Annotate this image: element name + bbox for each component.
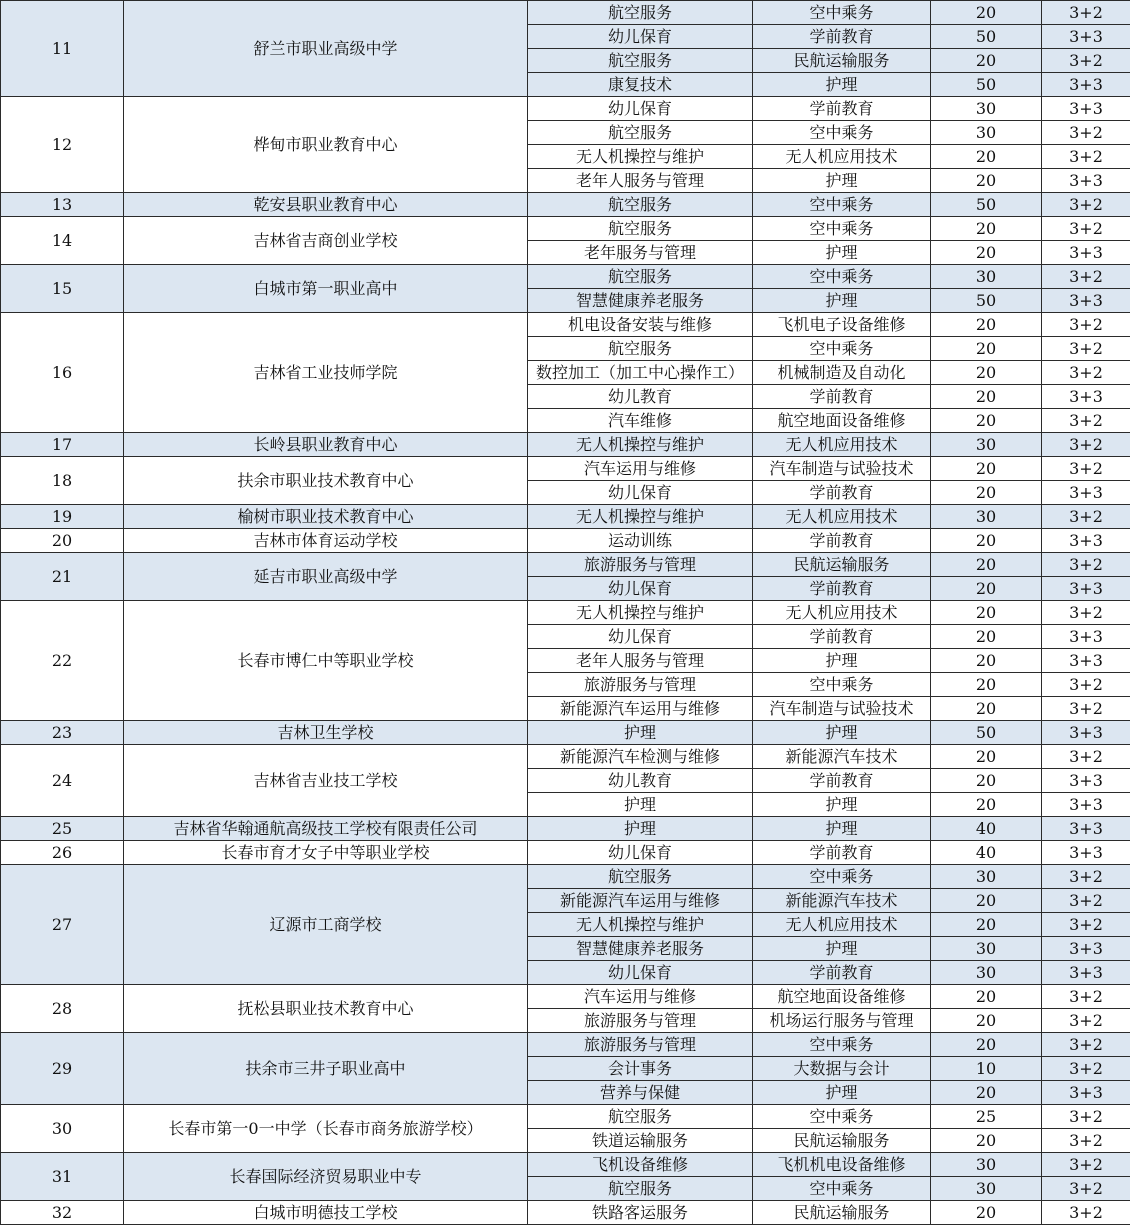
- school-name-cell: 榆树市职业技术教育中心: [124, 505, 528, 529]
- mode-cell: 3+3: [1042, 97, 1130, 121]
- higher-major-cell: 学前教育: [753, 841, 931, 865]
- higher-major-cell: 空中乘务: [753, 265, 931, 289]
- quota-cell: 20: [931, 217, 1042, 241]
- higher-major-cell: 护理: [753, 289, 931, 313]
- higher-major-cell: 护理: [753, 937, 931, 961]
- quota-cell: 20: [931, 697, 1042, 721]
- quota-cell: 20: [931, 169, 1042, 193]
- quota-cell: 20: [931, 553, 1042, 577]
- higher-major-cell: 汽车制造与试验技术: [753, 457, 931, 481]
- higher-major-cell: 学前教育: [753, 25, 931, 49]
- higher-major-cell: 护理: [753, 73, 931, 97]
- secondary-major-cell: 旅游服务与管理: [528, 553, 753, 577]
- higher-major-cell: 护理: [753, 1081, 931, 1105]
- secondary-major-cell: 汽车运用与维修: [528, 985, 753, 1009]
- row-number-cell: 13: [1, 193, 124, 217]
- higher-major-cell: 学前教育: [753, 385, 931, 409]
- mode-cell: 3+2: [1042, 505, 1130, 529]
- school-name-cell: 抚松县职业技术教育中心: [124, 985, 528, 1033]
- mode-cell: 3+2: [1042, 553, 1130, 577]
- quota-cell: 20: [931, 1081, 1042, 1105]
- table-row: [1, 1201, 1130, 1225]
- mode-cell: 3+3: [1042, 625, 1130, 649]
- higher-major-cell: 空中乘务: [753, 337, 931, 361]
- higher-major-cell: 机械制造及自动化: [753, 361, 931, 385]
- row-number-cell: 15: [1, 265, 124, 313]
- higher-major-cell: 护理: [753, 169, 931, 193]
- school-name-cell: 吉林省吉业技工学校: [124, 745, 528, 817]
- quota-cell: 20: [931, 529, 1042, 553]
- table-row: [1, 553, 1130, 577]
- secondary-major-cell: 老年人服务与管理: [528, 169, 753, 193]
- secondary-major-cell: 铁路客运服务: [528, 1201, 753, 1225]
- quota-cell: 30: [931, 865, 1042, 889]
- quota-cell: 10: [931, 1057, 1042, 1081]
- school-name-cell: 吉林省华翰通航高级技工学校有限责任公司: [124, 817, 528, 841]
- higher-major-cell: 学前教育: [753, 961, 931, 985]
- secondary-major-cell: 运动训练: [528, 529, 753, 553]
- mode-cell: 3+2: [1042, 1033, 1130, 1057]
- secondary-major-cell: 智慧健康养老服务: [528, 289, 753, 313]
- row-number-cell: 23: [1, 721, 124, 745]
- secondary-major-cell: 航空服务: [528, 121, 753, 145]
- higher-major-cell: 无人机应用技术: [753, 505, 931, 529]
- mode-cell: 3+2: [1042, 193, 1130, 217]
- higher-major-cell: 护理: [753, 793, 931, 817]
- higher-major-cell: 空中乘务: [753, 865, 931, 889]
- mode-cell: 3+3: [1042, 385, 1130, 409]
- quota-cell: 20: [931, 337, 1042, 361]
- secondary-major-cell: 新能源汽车运用与维修: [528, 697, 753, 721]
- secondary-major-cell: 幼儿保育: [528, 841, 753, 865]
- school-name-cell: 桦甸市职业教育中心: [124, 97, 528, 193]
- mode-cell: 3+3: [1042, 241, 1130, 265]
- quota-cell: 20: [931, 457, 1042, 481]
- secondary-major-cell: 幼儿保育: [528, 625, 753, 649]
- secondary-major-cell: 汽车维修: [528, 409, 753, 433]
- higher-major-cell: 空中乘务: [753, 1177, 931, 1201]
- row-number-cell: 31: [1, 1153, 124, 1201]
- quota-cell: 20: [931, 1033, 1042, 1057]
- mode-cell: 3+2: [1042, 1201, 1130, 1225]
- table-row: [1, 433, 1130, 457]
- table-row: [1, 1, 1130, 25]
- quota-cell: 20: [931, 601, 1042, 625]
- table-row: [1, 193, 1130, 217]
- row-number-cell: 14: [1, 217, 124, 265]
- secondary-major-cell: 航空服务: [528, 1, 753, 25]
- quota-cell: 25: [931, 1105, 1042, 1129]
- school-name-cell: 扶余市职业技术教育中心: [124, 457, 528, 505]
- quota-cell: 30: [931, 1153, 1042, 1177]
- higher-major-cell: 空中乘务: [753, 193, 931, 217]
- higher-major-cell: 学前教育: [753, 577, 931, 601]
- secondary-major-cell: 铁道运输服务: [528, 1129, 753, 1153]
- quota-cell: 30: [931, 505, 1042, 529]
- quota-cell: 20: [931, 145, 1042, 169]
- mode-cell: 3+2: [1042, 49, 1130, 73]
- secondary-major-cell: 无人机操控与维护: [528, 145, 753, 169]
- row-number-cell: 27: [1, 865, 124, 985]
- row-number-cell: 32: [1, 1201, 124, 1225]
- secondary-major-cell: 航空服务: [528, 865, 753, 889]
- secondary-major-cell: 机电设备安装与维修: [528, 313, 753, 337]
- school-name-cell: 扶余市三井子职业高中: [124, 1033, 528, 1105]
- higher-major-cell: 无人机应用技术: [753, 913, 931, 937]
- higher-major-cell: 飞机电子设备维修: [753, 313, 931, 337]
- table-row: [1, 841, 1130, 865]
- secondary-major-cell: 航空服务: [528, 265, 753, 289]
- secondary-major-cell: 数控加工（加工中心操作工）: [528, 361, 753, 385]
- quota-cell: 20: [931, 409, 1042, 433]
- mode-cell: 3+3: [1042, 817, 1130, 841]
- quota-cell: 20: [931, 1129, 1042, 1153]
- higher-major-cell: 空中乘务: [753, 1, 931, 25]
- mode-cell: 3+3: [1042, 841, 1130, 865]
- school-name-cell: 吉林市体育运动学校: [124, 529, 528, 553]
- row-number-cell: 29: [1, 1033, 124, 1105]
- secondary-major-cell: 旅游服务与管理: [528, 673, 753, 697]
- quota-cell: 20: [931, 889, 1042, 913]
- mode-cell: 3+2: [1042, 697, 1130, 721]
- secondary-major-cell: 无人机操控与维护: [528, 601, 753, 625]
- secondary-major-cell: 新能源汽车运用与维修: [528, 889, 753, 913]
- mode-cell: 3+3: [1042, 649, 1130, 673]
- quota-cell: 20: [931, 793, 1042, 817]
- quota-cell: 50: [931, 193, 1042, 217]
- quota-cell: 30: [931, 961, 1042, 985]
- quota-cell: 20: [931, 1201, 1042, 1225]
- quota-cell: 20: [931, 673, 1042, 697]
- higher-major-cell: 空中乘务: [753, 673, 931, 697]
- higher-major-cell: 护理: [753, 817, 931, 841]
- higher-major-cell: 学前教育: [753, 481, 931, 505]
- secondary-major-cell: 飞机设备维修: [528, 1153, 753, 1177]
- higher-major-cell: 空中乘务: [753, 121, 931, 145]
- row-number-cell: 18: [1, 457, 124, 505]
- school-name-cell: 长春国际经济贸易职业中专: [124, 1153, 528, 1201]
- school-name-cell: 吉林省吉商创业学校: [124, 217, 528, 265]
- school-name-cell: 长春市博仁中等职业学校: [124, 601, 528, 721]
- mode-cell: 3+2: [1042, 313, 1130, 337]
- table-row: [1, 265, 1130, 289]
- quota-cell: 30: [931, 1177, 1042, 1201]
- higher-major-cell: 学前教育: [753, 625, 931, 649]
- secondary-major-cell: 康复技术: [528, 73, 753, 97]
- table-row: [1, 721, 1130, 745]
- table-row: [1, 985, 1130, 1009]
- quota-cell: 20: [931, 1, 1042, 25]
- higher-major-cell: 空中乘务: [753, 1033, 931, 1057]
- quota-cell: 20: [931, 649, 1042, 673]
- mode-cell: 3+2: [1042, 361, 1130, 385]
- higher-major-cell: 飞机机电设备维修: [753, 1153, 931, 1177]
- quota-cell: 20: [931, 913, 1042, 937]
- quota-cell: 50: [931, 289, 1042, 313]
- school-name-cell: 长春市第一0一中学（长春市商务旅游学校）: [124, 1105, 528, 1153]
- higher-major-cell: 汽车制造与试验技术: [753, 697, 931, 721]
- table-row: [1, 1153, 1130, 1177]
- higher-major-cell: 大数据与会计: [753, 1057, 931, 1081]
- quota-cell: 20: [931, 769, 1042, 793]
- mode-cell: 3+2: [1042, 913, 1130, 937]
- higher-major-cell: 学前教育: [753, 529, 931, 553]
- row-number-cell: 11: [1, 1, 124, 97]
- higher-major-cell: 民航运输服务: [753, 49, 931, 73]
- quota-cell: 50: [931, 721, 1042, 745]
- mode-cell: 3+2: [1042, 745, 1130, 769]
- table-row: [1, 817, 1130, 841]
- mode-cell: 3+2: [1042, 409, 1130, 433]
- quota-cell: 20: [931, 625, 1042, 649]
- school-name-cell: 延吉市职业高级中学: [124, 553, 528, 601]
- table-row: [1, 1033, 1130, 1057]
- mode-cell: 3+2: [1042, 337, 1130, 361]
- secondary-major-cell: 航空服务: [528, 49, 753, 73]
- higher-major-cell: 航空地面设备维修: [753, 409, 931, 433]
- higher-major-cell: 学前教育: [753, 769, 931, 793]
- secondary-major-cell: 航空服务: [528, 1105, 753, 1129]
- row-number-cell: 30: [1, 1105, 124, 1153]
- higher-major-cell: 机场运行服务与管理: [753, 1009, 931, 1033]
- secondary-major-cell: 会计事务: [528, 1057, 753, 1081]
- school-name-cell: 长春市育才女子中等职业学校: [124, 841, 528, 865]
- secondary-major-cell: 航空服务: [528, 217, 753, 241]
- quota-cell: 20: [931, 1009, 1042, 1033]
- quota-cell: 20: [931, 385, 1042, 409]
- mode-cell: 3+3: [1042, 169, 1130, 193]
- school-name-cell: 吉林省工业技师学院: [124, 313, 528, 433]
- secondary-major-cell: 幼儿保育: [528, 481, 753, 505]
- quota-cell: 20: [931, 481, 1042, 505]
- table-row: [1, 865, 1130, 889]
- quota-cell: 30: [931, 937, 1042, 961]
- mode-cell: 3+3: [1042, 289, 1130, 313]
- secondary-major-cell: 老年服务与管理: [528, 241, 753, 265]
- quota-cell: 20: [931, 241, 1042, 265]
- quota-cell: 30: [931, 265, 1042, 289]
- mode-cell: 3+2: [1042, 433, 1130, 457]
- mode-cell: 3+3: [1042, 961, 1130, 985]
- secondary-major-cell: 无人机操控与维护: [528, 433, 753, 457]
- row-number-cell: 28: [1, 985, 124, 1033]
- mode-cell: 3+2: [1042, 601, 1130, 625]
- secondary-major-cell: 幼儿教育: [528, 769, 753, 793]
- secondary-major-cell: 新能源汽车检测与维修: [528, 745, 753, 769]
- table-row: [1, 457, 1130, 481]
- table-row: [1, 217, 1130, 241]
- row-number-cell: 24: [1, 745, 124, 817]
- quota-cell: 30: [931, 433, 1042, 457]
- higher-major-cell: 空中乘务: [753, 217, 931, 241]
- quota-cell: 30: [931, 121, 1042, 145]
- row-number-cell: 21: [1, 553, 124, 601]
- quota-cell: 20: [931, 577, 1042, 601]
- row-number-cell: 16: [1, 313, 124, 433]
- mode-cell: 3+2: [1042, 265, 1130, 289]
- secondary-major-cell: 汽车运用与维修: [528, 457, 753, 481]
- higher-major-cell: 民航运输服务: [753, 1201, 931, 1225]
- secondary-major-cell: 航空服务: [528, 193, 753, 217]
- mode-cell: 3+2: [1042, 457, 1130, 481]
- mode-cell: 3+2: [1042, 217, 1130, 241]
- row-number-cell: 26: [1, 841, 124, 865]
- row-number-cell: 25: [1, 817, 124, 841]
- mode-cell: 3+3: [1042, 73, 1130, 97]
- school-name-cell: 长岭县职业教育中心: [124, 433, 528, 457]
- school-name-cell: 辽源市工商学校: [124, 865, 528, 985]
- secondary-major-cell: 航空服务: [528, 1177, 753, 1201]
- quota-cell: 20: [931, 361, 1042, 385]
- quota-cell: 20: [931, 985, 1042, 1009]
- row-number-cell: 22: [1, 601, 124, 721]
- higher-major-cell: 空中乘务: [753, 1105, 931, 1129]
- mode-cell: 3+3: [1042, 937, 1130, 961]
- mode-cell: 3+2: [1042, 865, 1130, 889]
- mode-cell: 3+3: [1042, 25, 1130, 49]
- school-name-cell: 乾安县职业教育中心: [124, 193, 528, 217]
- quota-cell: 20: [931, 313, 1042, 337]
- quota-cell: 20: [931, 745, 1042, 769]
- secondary-major-cell: 幼儿教育: [528, 385, 753, 409]
- quota-cell: 50: [931, 73, 1042, 97]
- higher-major-cell: 民航运输服务: [753, 1129, 931, 1153]
- secondary-major-cell: 旅游服务与管理: [528, 1033, 753, 1057]
- quota-cell: 40: [931, 817, 1042, 841]
- secondary-major-cell: 老年人服务与管理: [528, 649, 753, 673]
- table-row: [1, 505, 1130, 529]
- secondary-major-cell: 营养与保健: [528, 1081, 753, 1105]
- secondary-major-cell: 幼儿保育: [528, 577, 753, 601]
- higher-major-cell: 护理: [753, 241, 931, 265]
- mode-cell: 3+3: [1042, 793, 1130, 817]
- mode-cell: 3+3: [1042, 529, 1130, 553]
- mode-cell: 3+2: [1042, 889, 1130, 913]
- table-body: [1, 1, 1130, 1225]
- mode-cell: 3+2: [1042, 1057, 1130, 1081]
- school-name-cell: 白城市明德技工学校: [124, 1201, 528, 1225]
- quota-cell: 30: [931, 97, 1042, 121]
- mode-cell: 3+2: [1042, 1105, 1130, 1129]
- secondary-major-cell: 护理: [528, 793, 753, 817]
- higher-major-cell: 无人机应用技术: [753, 433, 931, 457]
- secondary-major-cell: 幼儿保育: [528, 25, 753, 49]
- secondary-major-cell: 幼儿保育: [528, 97, 753, 121]
- school-name-cell: 吉林卫生学校: [124, 721, 528, 745]
- quota-cell: 20: [931, 49, 1042, 73]
- mode-cell: 3+2: [1042, 1009, 1130, 1033]
- school-name-cell: 舒兰市职业高级中学: [124, 1, 528, 97]
- table-row: [1, 529, 1130, 553]
- quota-cell: 50: [931, 25, 1042, 49]
- higher-major-cell: 护理: [753, 721, 931, 745]
- mode-cell: 3+2: [1042, 1153, 1130, 1177]
- higher-major-cell: 护理: [753, 649, 931, 673]
- row-number-cell: 19: [1, 505, 124, 529]
- secondary-major-cell: 无人机操控与维护: [528, 505, 753, 529]
- quota-cell: 40: [931, 841, 1042, 865]
- mode-cell: 3+2: [1042, 1129, 1130, 1153]
- secondary-major-cell: 幼儿保育: [528, 961, 753, 985]
- mode-cell: 3+3: [1042, 1081, 1130, 1105]
- higher-major-cell: 学前教育: [753, 97, 931, 121]
- secondary-major-cell: 旅游服务与管理: [528, 1009, 753, 1033]
- table-row: [1, 97, 1130, 121]
- secondary-major-cell: 无人机操控与维护: [528, 913, 753, 937]
- mode-cell: 3+2: [1042, 1177, 1130, 1201]
- secondary-major-cell: 航空服务: [528, 337, 753, 361]
- mode-cell: 3+2: [1042, 1, 1130, 25]
- secondary-major-cell: 护理: [528, 721, 753, 745]
- secondary-major-cell: 智慧健康养老服务: [528, 937, 753, 961]
- higher-major-cell: 无人机应用技术: [753, 601, 931, 625]
- higher-major-cell: 航空地面设备维修: [753, 985, 931, 1009]
- higher-major-cell: 无人机应用技术: [753, 145, 931, 169]
- mode-cell: 3+2: [1042, 121, 1130, 145]
- row-number-cell: 20: [1, 529, 124, 553]
- mode-cell: 3+3: [1042, 577, 1130, 601]
- table-row: [1, 313, 1130, 337]
- mode-cell: 3+2: [1042, 145, 1130, 169]
- higher-major-cell: 新能源汽车技术: [753, 745, 931, 769]
- mode-cell: 3+3: [1042, 721, 1130, 745]
- mode-cell: 3+3: [1042, 769, 1130, 793]
- mode-cell: 3+3: [1042, 481, 1130, 505]
- higher-major-cell: 新能源汽车技术: [753, 889, 931, 913]
- table-row: [1, 1105, 1130, 1129]
- mode-cell: 3+2: [1042, 673, 1130, 697]
- row-number-cell: 12: [1, 97, 124, 193]
- school-name-cell: 白城市第一职业高中: [124, 265, 528, 313]
- table-row: [1, 745, 1130, 769]
- secondary-major-cell: 护理: [528, 817, 753, 841]
- table-row: [1, 601, 1130, 625]
- higher-major-cell: 民航运输服务: [753, 553, 931, 577]
- row-number-cell: 17: [1, 433, 124, 457]
- mode-cell: 3+2: [1042, 985, 1130, 1009]
